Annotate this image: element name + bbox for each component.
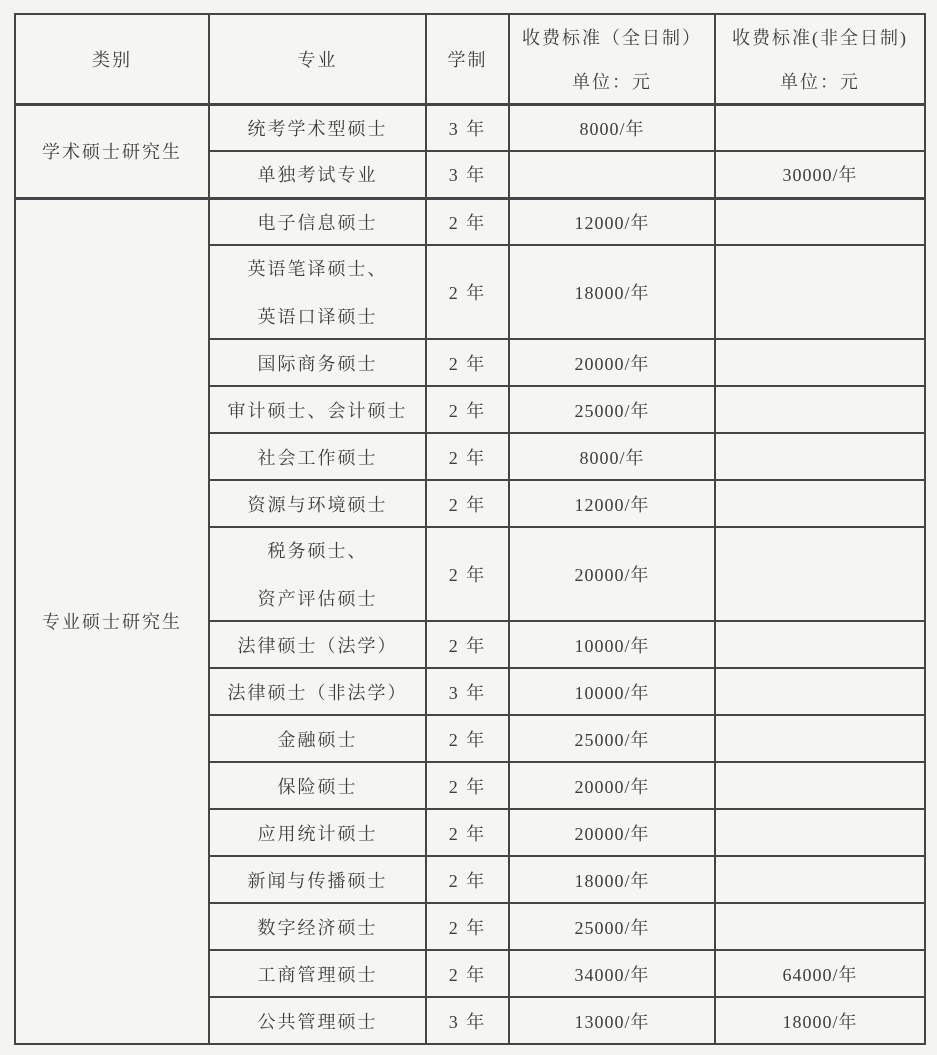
major-cell: 法律硕士（法学） <box>209 621 426 668</box>
category-cell-professional: 专业硕士研究生 <box>15 198 209 1044</box>
fee-parttime-cell <box>715 386 925 433</box>
fee-parttime-cell <box>715 715 925 762</box>
header-cell-fee-fulltime <box>509 14 715 104</box>
duration-cell: 2 年 <box>426 715 509 762</box>
duration-cell: 2 年 <box>426 527 509 621</box>
fee-parttime-cell <box>715 668 925 715</box>
fee-fulltime-cell: 20000/年 <box>509 809 715 856</box>
header-fee-fulltime-unit: 单位：元 <box>572 71 652 92</box>
major-cell: 单独考试专业 <box>209 151 426 198</box>
tuition-fee-document <box>14 13 924 1045</box>
fee-parttime-cell: 30000/年 <box>715 151 925 198</box>
tuition-fee-table <box>14 13 926 1045</box>
header-cell-major: 专业 <box>209 14 426 104</box>
duration-cell: 3 年 <box>426 104 509 151</box>
duration-cell: 2 年 <box>426 621 509 668</box>
major-cell: 国际商务硕士 <box>209 339 426 386</box>
duration-cell: 2 年 <box>426 245 509 339</box>
fee-fulltime-cell: 25000/年 <box>509 715 715 762</box>
duration-cell: 2 年 <box>426 856 509 903</box>
major-cell: 电子信息硕士 <box>209 198 426 245</box>
duration-cell: 2 年 <box>426 339 509 386</box>
fee-fulltime-cell: 20000/年 <box>509 527 715 621</box>
major-cell: 统考学术型硕士 <box>209 104 426 151</box>
major-cell: 工商管理硕士 <box>209 950 426 997</box>
fee-fulltime-cell: 20000/年 <box>509 762 715 809</box>
major-line-2: 资产评估硕士 <box>257 589 378 609</box>
header-cell-fee-parttime <box>715 14 925 104</box>
fee-fulltime-cell: 12000/年 <box>509 198 715 245</box>
fee-fulltime-cell: 10000/年 <box>509 621 715 668</box>
major-cell: 应用统计硕士 <box>209 809 426 856</box>
fee-parttime-cell <box>715 527 925 621</box>
fee-parttime-cell <box>715 621 925 668</box>
duration-cell: 2 年 <box>426 386 509 433</box>
fee-fulltime-cell: 8000/年 <box>509 104 715 151</box>
fee-fulltime-cell: 34000/年 <box>509 950 715 997</box>
fee-parttime-cell <box>715 903 925 950</box>
duration-cell: 3 年 <box>426 151 509 198</box>
fee-parttime-cell <box>715 198 925 245</box>
fee-parttime-cell <box>715 245 925 339</box>
fee-fulltime-cell: 10000/年 <box>509 668 715 715</box>
major-cell: 新闻与传播硕士 <box>209 856 426 903</box>
fee-fulltime-cell: 18000/年 <box>509 245 715 339</box>
duration-cell: 3 年 <box>426 997 509 1044</box>
major-cell: 法律硕士（非法学） <box>209 668 426 715</box>
duration-cell: 3 年 <box>426 668 509 715</box>
major-cell <box>209 245 426 339</box>
major-cell: 公共管理硕士 <box>209 997 426 1044</box>
fee-parttime-cell <box>715 433 925 480</box>
major-cell <box>209 527 426 621</box>
header-cell-duration: 学制 <box>426 14 509 104</box>
major-cell: 金融硕士 <box>209 715 426 762</box>
major-cell: 审计硕士、会计硕士 <box>209 386 426 433</box>
fee-parttime-cell <box>715 762 925 809</box>
duration-cell: 2 年 <box>426 809 509 856</box>
major-cell: 社会工作硕士 <box>209 433 426 480</box>
major-line-1: 英语笔译硕士、 <box>247 259 388 279</box>
header-cell-category: 类别 <box>15 14 209 104</box>
fee-fulltime-cell: 13000/年 <box>509 997 715 1044</box>
duration-cell: 2 年 <box>426 198 509 245</box>
fee-parttime-cell <box>715 809 925 856</box>
fee-parttime-cell: 18000/年 <box>715 997 925 1044</box>
fee-parttime-cell: 64000/年 <box>715 950 925 997</box>
fee-parttime-cell <box>715 856 925 903</box>
fee-fulltime-cell: 20000/年 <box>509 339 715 386</box>
header-fee-parttime-title: 收费标准(非全日制) <box>732 27 908 48</box>
table-header-row <box>15 14 925 104</box>
major-cell: 数字经济硕士 <box>209 903 426 950</box>
fee-parttime-cell <box>715 104 925 151</box>
header-fee-parttime-unit: 单位：元 <box>780 71 860 92</box>
duration-cell: 2 年 <box>426 433 509 480</box>
category-cell-academic: 学术硕士研究生 <box>15 104 209 198</box>
fee-fulltime-cell <box>509 151 715 198</box>
major-cell: 资源与环境硕士 <box>209 480 426 527</box>
duration-cell: 2 年 <box>426 762 509 809</box>
fee-fulltime-cell: 25000/年 <box>509 903 715 950</box>
fee-fulltime-cell: 8000/年 <box>509 433 715 480</box>
major-line-1: 税务硕士、 <box>267 541 368 561</box>
fee-parttime-cell <box>715 480 925 527</box>
duration-cell: 2 年 <box>426 950 509 997</box>
duration-cell: 2 年 <box>426 903 509 950</box>
fee-fulltime-cell: 18000/年 <box>509 856 715 903</box>
duration-cell: 2 年 <box>426 480 509 527</box>
major-line-2: 英语口译硕士 <box>257 307 378 327</box>
fee-fulltime-cell: 25000/年 <box>509 386 715 433</box>
header-fee-fulltime-title: 收费标准（全日制） <box>522 27 702 48</box>
table-row <box>15 104 925 151</box>
fee-fulltime-cell: 12000/年 <box>509 480 715 527</box>
table-row <box>15 198 925 245</box>
major-cell: 保险硕士 <box>209 762 426 809</box>
fee-parttime-cell <box>715 339 925 386</box>
